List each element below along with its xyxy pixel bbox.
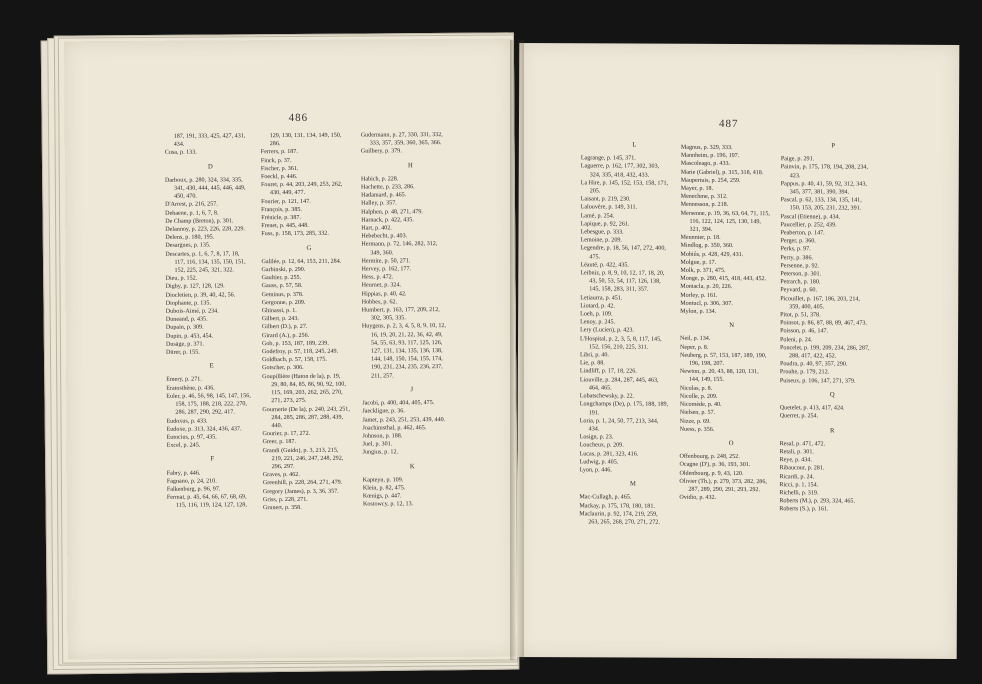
- index-entry: Gaultier, p. 255.: [261, 275, 302, 282]
- index-entry: Fourier, p. 121, 147.: [261, 198, 311, 205]
- index-entry: Frénicle, p. 387.: [261, 214, 301, 222]
- index-entry-continuation: 271, 273, 275.: [271, 398, 307, 405]
- index-entry: Fermat, p. 45, 64, 66, 67, 68, 69,: [166, 494, 247, 501]
- index-entry: Resal, p. 471, 472.: [779, 440, 826, 448]
- letter-heading: K: [409, 462, 416, 470]
- index-entry: Guilbery, p. 379.: [360, 148, 402, 155]
- index-entry: Lemoine, p. 209.: [580, 237, 622, 244]
- index-entry-continuation: 29, 80, 84, 85, 86, 90, 92, 100,: [271, 381, 346, 389]
- letter-heading: M: [629, 480, 637, 488]
- index-column: [361, 131, 463, 509]
- index-entry-continuation: 359, 400, 405.: [789, 304, 825, 311]
- index-entry: Darboux, p. 280, 324, 334, 335,: [164, 177, 243, 184]
- index-entry: Emery, p. 271.: [166, 377, 202, 384]
- index-entry-continuation: 43, 50, 53, 54, 117, 126, 138,: [589, 278, 661, 285]
- index-entry: Jamet, p. 243, 251, 253, 439, 440.: [362, 416, 446, 424]
- index-entry: Lie, p. 88.: [579, 360, 605, 367]
- book-gutter: [510, 40, 524, 660]
- index-entry: Desargues, p. 135.: [165, 242, 211, 250]
- index-entry: Fagnano, p. 24, 210.: [166, 478, 217, 485]
- index-entry-continuation: 440.: [271, 422, 283, 430]
- index-entry: Peyvard, p. 60.: [780, 287, 818, 294]
- index-entry: Diocletien, p. 39, 40, 42, 56.: [165, 291, 236, 299]
- index-entry-continuation: 286.: [269, 141, 281, 148]
- index-entry: Gergonne, p. 209.: [261, 299, 306, 307]
- index-entry-continuation: 321, 394.: [689, 226, 713, 233]
- index-entry: Perry, p. 386.: [780, 254, 814, 261]
- index-entry: Morley, p. 161.: [680, 292, 718, 299]
- index-entry: Gilbert (D.), p. 27.: [261, 324, 308, 331]
- index-entry: Jungius, p. 12.: [362, 449, 399, 456]
- index-entry: Peterson, p. 301.: [780, 271, 822, 278]
- letter-heading: F: [210, 455, 216, 463]
- index-entry: Lindliff, p. 17, 18, 226.: [579, 368, 637, 376]
- index-entry: Laguerre, p. 162, 177, 302, 303,: [580, 163, 660, 171]
- index-entry: Petrarch, p. 180.: [780, 279, 821, 286]
- index-entry: Kœnigs, p. 447.: [362, 493, 402, 500]
- index-entry: Garbinski, p. 290.: [261, 266, 306, 274]
- index-entry-continuation: 191.: [588, 409, 600, 416]
- index-entry: Ghinassi, p. 1.: [261, 308, 297, 315]
- index-entry: Puiseux, p. 106, 147, 271, 379.: [779, 377, 856, 385]
- index-entry: Cusa, p. 133.: [164, 149, 197, 157]
- index-entry: Poleni, p. 24.: [780, 336, 813, 343]
- index-entry: Letiaurra, p. 451.: [580, 294, 623, 302]
- index-entry: Eratosthène, p. 436.: [166, 385, 215, 392]
- index-entry-continuation: 211, 257.: [371, 373, 394, 380]
- letter-heading: J: [410, 386, 415, 394]
- index-entry: Magnus, p. 329, 333.: [680, 144, 733, 151]
- index-entry: François, p. 385.: [261, 206, 302, 214]
- index-entry-continuation: 430, 449, 477.: [270, 190, 306, 197]
- index-entry: Galilée, p. 12, 64, 153, 211, 284.: [261, 258, 342, 266]
- index-entry: Richelli, p. 319.: [779, 490, 819, 497]
- index-entry: Lobatschewsky, p. 22.: [579, 393, 635, 400]
- index-entry: Molgue, p. 17.: [680, 259, 717, 266]
- index-entry-continuation: 324, 335, 418, 432, 433.: [589, 171, 650, 179]
- index-entry: Liotard, p. 42.: [580, 303, 615, 310]
- index-entry-continuation: 152, 225, 245, 321, 322.: [174, 267, 234, 274]
- index-entry: Ocagne (D'), p. 36, 193, 301.: [679, 462, 751, 469]
- index-entry: Godefroy, p. 57, 118, 245, 249.: [262, 348, 339, 356]
- index-entry: Paucellier, p. 252, 439.: [780, 222, 837, 229]
- letter-heading: E: [209, 362, 215, 370]
- index-entry: Hermann, p. 72, 146, 282, 312,: [361, 241, 438, 248]
- index-entry: Griss, p. 228, 271.: [262, 496, 308, 503]
- index-entry-continuation: 129, 130, 131, 134, 149, 150,: [269, 132, 342, 140]
- index-entry: L'Hospital, p. 2, 3, 5, 8, 117, 145,: [580, 335, 662, 343]
- index-entry: Hermite, p. 50, 271.: [361, 258, 411, 265]
- page-number: 487: [718, 117, 739, 130]
- index-entry: Dürer, p. 155.: [166, 349, 200, 356]
- index-entry: Girard (A.), p. 256.: [261, 332, 310, 339]
- index-entry: Dieu, p. 152.: [165, 275, 198, 283]
- index-entry: Dehaene, p. 1, 6, 7, 8.: [165, 210, 219, 217]
- index-entry-continuation: 345, 377, 381, 390, 394.: [789, 189, 850, 196]
- index-entry: Neper, p. 8.: [680, 344, 709, 351]
- index-column: [779, 136, 887, 514]
- index-entry: Nuess, p. 356.: [679, 426, 715, 433]
- letter-heading: G: [306, 244, 313, 252]
- index-entry: Hobbes, p. 62.: [361, 299, 398, 306]
- letter-heading: O: [728, 439, 735, 447]
- index-entry: Mobiûs, p. 428, 429, 431.: [680, 251, 744, 258]
- index-entry: Gourier, p. 17, 272.: [262, 430, 311, 438]
- index-entry-continuation: 205.: [589, 188, 601, 195]
- index-entry: Grunert, p. 358.: [262, 504, 302, 512]
- index-entry-continuation: 190, 231, 234, 235, 236, 237,: [371, 364, 443, 371]
- index-entry: Halley, p. 357.: [361, 200, 397, 207]
- index-entry: Quetelet, p. 413, 417, 424.: [779, 405, 845, 412]
- letter-heading: N: [729, 322, 736, 330]
- index-entry: Perger, p. 360.: [780, 238, 816, 245]
- index-entry-continuation: 288, 417, 422, 452.: [788, 353, 837, 360]
- index-entry: Pascal (Etienne), p. 434.: [780, 213, 841, 221]
- letter-heading: H: [407, 161, 414, 169]
- index-entry: Harnack, p. 422, 435.: [361, 217, 414, 224]
- index-entry: Montacla, p. 20, 226.: [680, 284, 733, 291]
- index-entry: Grandi (Guido), p. 3, 213, 215,: [262, 447, 339, 454]
- index-entry: Mennesson, p. 218.: [680, 202, 729, 209]
- index-entry-continuation: 284, 285, 286, 287, 288, 439,: [271, 414, 344, 421]
- index-entry: Perks, p. 97.: [780, 246, 811, 253]
- index-entry-continuation: 152, 156, 210, 225, 311.: [589, 344, 649, 351]
- index-entry: Gauss, p. 57, 58.: [261, 283, 303, 290]
- index-entry: Laisant, p. 219, 230.: [580, 196, 631, 203]
- index-entry: Goupillière (Haton de la), p. 19,: [262, 373, 341, 380]
- index-entry: Gournerie (De la), p. 240, 243, 251,: [262, 406, 350, 413]
- index-column: [165, 132, 259, 510]
- index-entry-continuation: 117, 116, 134, 135, 150, 151,: [174, 259, 246, 266]
- index-entry: Libri, p. 40.: [579, 352, 609, 359]
- index-entry: Diophante, p. 135.: [165, 300, 211, 307]
- index-entry: Mersenne, p. 19, 36, 63, 64, 71, 115,: [680, 210, 770, 217]
- index-entry-continuation: 145, 158, 283, 311, 357.: [589, 286, 649, 294]
- index-entry: Lapique, p. 92, 261.: [580, 221, 630, 228]
- index-entry-continuation: 16, 19, 20, 21, 22, 36, 42, 49,: [370, 331, 443, 339]
- index-entry: Newton, p. 20, 43, 88, 120, 131,: [679, 369, 759, 376]
- index-entry: Legendre, p. 18, 56, 147, 272, 400,: [580, 245, 666, 253]
- index-entry: Eudoxus, p. 433.: [166, 418, 208, 425]
- index-entry-continuation: 115, 116, 119, 124, 127, 128,: [175, 502, 247, 510]
- index-entry: Hadamard, p. 465.: [361, 192, 407, 199]
- index-entry: Humbert, p. 163, 177, 209, 212,: [361, 307, 440, 314]
- index-entry: Paige, p. 291.: [780, 156, 815, 163]
- index-entry: Greer, p. 187.: [262, 439, 297, 446]
- index-entry: Molk, p. 371, 475.: [680, 267, 726, 274]
- index-entry: Ludwig, p. 405.: [579, 459, 619, 466]
- index-entry: Mindlog, p. 350, 360.: [680, 243, 734, 250]
- index-column: [261, 132, 359, 513]
- index-entry: Poinsot, p. 86, 87, 88, 89, 467, 473.: [780, 320, 867, 327]
- index-entry: Nielsen, p. 57.: [679, 410, 716, 417]
- index-entry: Hervey, p. 162, 177.: [361, 266, 412, 273]
- index-entry: Eudoxe, p. 313, 324, 436, 437.: [166, 426, 242, 433]
- index-entry-continuation: 187, 191, 333, 425, 427, 431,: [173, 133, 246, 140]
- index-entry: Longchamps (De), p. 175, 188, 189,: [579, 401, 669, 408]
- index-entry-continuation: 341, 430, 444, 445, 446, 449,: [174, 185, 246, 192]
- index-entry: Eutocius, p. 97, 435.: [166, 434, 217, 441]
- index-entry: Roberts (M.), p. 293, 324, 465.: [779, 498, 856, 505]
- page-number: 486: [288, 111, 309, 125]
- index-entry-continuation: 263, 265, 268, 270, 271, 272.: [588, 519, 660, 526]
- index-entry: Lenoy, p. 245.: [580, 319, 616, 326]
- index-entry: Poudra, p. 40, 97, 357, 290.: [779, 361, 848, 368]
- index-entry: Oldenbourg, p. 9, 43, 120.: [679, 470, 744, 477]
- letter-heading: R: [829, 426, 836, 434]
- left-page: [64, 39, 516, 660]
- index-entry-continuation: 286, 287, 290, 292, 417.: [175, 409, 235, 416]
- index-entry: Mackay, p. 175, 178, 180, 181.: [579, 502, 655, 510]
- index-entry: Gob, p. 153, 187, 189, 239.: [261, 340, 329, 348]
- index-entry: Hebebecht, p. 403.: [361, 233, 408, 240]
- index-entry: Ricci, p. 1, 154.: [779, 481, 819, 489]
- index-entry: Lagrange, p. 145, 371.: [580, 155, 636, 162]
- index-entry: Loeh, p. 109.: [580, 311, 613, 318]
- index-entry: Ribaucour, p. 281.: [779, 465, 825, 472]
- index-entry: Duneand, p. 435.: [165, 316, 208, 324]
- index-entry: Maupertuis, p. 254, 259.: [680, 177, 741, 184]
- index-entry: Fabry, p. 446.: [166, 470, 201, 477]
- index-entry: Klein, p. 82, 475.: [362, 485, 406, 492]
- index-entry: Habich, p. 228.: [360, 176, 399, 183]
- index-entry: Maclaurin, p. 92, 174, 219, 259,: [579, 511, 658, 518]
- index-entry: Heurnet, p. 324.: [361, 282, 402, 290]
- index-entry: Picouillet, p. 167, 186, 203, 214,: [780, 295, 860, 303]
- index-entry: Delannoy, p. 223, 226, 228, 229.: [165, 226, 245, 233]
- index-entry: Querret, p. 254.: [779, 413, 819, 420]
- index-entry: De Champ (Breton), p. 301.: [165, 218, 234, 225]
- index-entry-continuation: 127, 131, 134, 135, 136, 138,: [370, 348, 443, 355]
- index-entry: Foeckl, p. 446.: [260, 173, 298, 181]
- index-entry: Liouville, p. 284, 287, 445, 463,: [579, 376, 659, 384]
- index-entry: Lery (Lucien), p. 423.: [580, 327, 634, 335]
- index-entry: Gotscher, p. 306.: [262, 365, 304, 372]
- index-entry: Peaberton, p. 147.: [780, 230, 825, 237]
- index-entry: Nicomède, p. 40.: [679, 401, 722, 409]
- index-entry: Retali, p. 301.: [779, 449, 814, 456]
- index-entry: Lyon, p. 446.: [579, 467, 612, 474]
- index-entry: Lucas, p. 281, 323, 416.: [579, 450, 639, 458]
- index-entry: Poncelet, p. 199, 209, 234, 286, 287,: [780, 345, 870, 352]
- index-entry-continuation: 349, 360.: [370, 250, 394, 257]
- index-entry: Pappus, p. 40, 41, 59, 92, 312, 343,: [780, 180, 867, 188]
- index-entry: Fouret, p. 44, 203, 249, 253, 262,: [260, 181, 343, 189]
- index-column: [579, 135, 689, 527]
- letter-heading: P: [831, 142, 837, 150]
- index-entry: Gudermann, p. 27, 330, 331, 332,: [360, 132, 443, 139]
- index-entry-continuation: 144, 149, 155.: [688, 377, 724, 384]
- index-entry: Hart, p. 402.: [361, 225, 392, 232]
- letter-heading: L: [632, 141, 638, 149]
- index-entry: Kostowcy, p. 12, 13.: [362, 501, 414, 508]
- index-entry: Dupin, p. 453, 454.: [165, 333, 214, 340]
- index-entry: Nicolas, p. 8.: [679, 385, 713, 392]
- index-entry: Marie (Gabriel), p. 315, 318, 418.: [680, 169, 764, 176]
- index-entry: D'Arrest, p. 216, 257.: [165, 201, 218, 209]
- index-entry: Jacobi, p. 400, 404, 405, 475.: [362, 400, 435, 407]
- index-entry: Halphen, p. 48, 271, 479.: [361, 208, 423, 216]
- index-entry-continuation: 450, 470.: [174, 193, 197, 200]
- index-entry-continuation: 296, 297.: [271, 463, 295, 471]
- index-entry: Pitot, p. 51, 378.: [780, 312, 821, 319]
- index-entry: Gregory (James), p. 3, 36, 357.: [262, 488, 339, 495]
- index-entry: Mayer, p. 18.: [680, 185, 714, 192]
- index-entry-continuation: 434.: [173, 141, 185, 148]
- index-entry: Delens, p. 180, 195.: [165, 234, 215, 241]
- index-entry: Juel, p. 301.: [362, 441, 393, 448]
- index-entry: Geminus, p. 378.: [261, 291, 304, 298]
- index-entry: Kapteyn, p. 109.: [362, 477, 404, 484]
- index-entry: Hachette, p. 233, 286.: [360, 184, 415, 191]
- index-entry-continuation: 150, 153, 205, 231, 232, 391.: [789, 205, 862, 212]
- index-entry: Dupain, p. 309.: [165, 324, 204, 332]
- index-entry: Greenhill, p. 228, 264, 271, 479.: [262, 480, 343, 487]
- index-entry: Reye, p. 434.: [779, 457, 812, 464]
- index-entry: Mannheim, p. 196, 197.: [680, 152, 740, 160]
- index-entry-continuation: 287, 289, 290, 291, 293, 292.: [688, 486, 761, 494]
- index-entry: Montucl, p. 306, 307.: [680, 300, 733, 307]
- index-entry: Neuberg, p. 57, 153, 187, 189, 190,: [679, 352, 767, 359]
- index-entry-continuation: 158, 175, 188, 218, 222, 270,: [175, 401, 247, 408]
- index-entry: Hippias, p. 40, 42.: [361, 290, 407, 298]
- index-entry-continuation: 144, 148, 150, 154, 155, 174,: [371, 356, 443, 363]
- index-entry: Goldbach, p. 57, 158, 175.: [262, 357, 327, 364]
- index-entry: Finck, p. 37.: [260, 157, 292, 164]
- index-entry: Joachimsthal, p. 462, 465.: [362, 424, 427, 432]
- index-entry: Loria, p. 1, 24, 50, 77, 213, 344,: [579, 418, 659, 425]
- index-entry: Mac-Cullagh, p. 465.: [579, 494, 632, 501]
- index-entry: Lalouvère, p. 149, 311.: [580, 204, 638, 211]
- index-entry: Painvin, p. 175, 178, 194, 208, 234,: [780, 164, 869, 171]
- index-entry: Fischer, p. 361.: [260, 165, 299, 172]
- index-entry-continuation: 196, 198, 207.: [688, 360, 725, 368]
- index-entry: Ovidio, p. 432.: [679, 494, 717, 502]
- index-entry: Loucheux, p. 209.: [579, 442, 624, 449]
- index-entry: Meunnier, p. 18.: [680, 234, 721, 242]
- index-entry: Euler, p. 46, 56, 98, 145, 147, 156,: [166, 393, 251, 400]
- index-entry-continuation: 302, 305, 335.: [370, 315, 406, 322]
- index-entry: Hess, p. 472.: [361, 274, 394, 281]
- index-entry: Prouhe, p. 179, 212.: [779, 369, 830, 376]
- index-column: [679, 144, 785, 503]
- index-entry: Persenne, p. 92.: [780, 263, 820, 270]
- index-entry: Ferrers, p. 187.: [260, 149, 298, 156]
- index-entry: Excel, p. 245.: [166, 442, 201, 449]
- index-entry: La Hire, p. 145, 152, 153, 158, 171,: [580, 180, 669, 187]
- index-entry: Pascal, p. 62, 133, 134, 135, 141,: [780, 197, 862, 204]
- index-entry: Menechme, p. 312.: [680, 193, 728, 201]
- index-entry: Johnson, p. 188.: [362, 433, 403, 440]
- index-entry-continuation: 423.: [789, 172, 801, 179]
- letter-heading: Q: [829, 391, 836, 399]
- index-entry: Offenbourg, p. 248, 252.: [679, 453, 740, 461]
- index-entry-continuation: 475.: [589, 253, 601, 261]
- index-entry: Losign, p. 23.: [579, 434, 614, 441]
- index-entry: Léauté, p. 422, 435.: [580, 262, 629, 269]
- index-entry: Neil, p. 134.: [680, 336, 711, 343]
- index-entry: Poisson, p. 46, 147.: [780, 328, 829, 335]
- index-entry: Descartes, p. 1, 6, 7, 8, 17, 18,: [165, 250, 240, 258]
- index-entry: Gilbert, p. 243.: [261, 316, 299, 323]
- index-entry: Monge, p. 280, 415, 418, 443, 452.: [680, 275, 767, 283]
- index-entry-continuation: 116, 122, 124, 125, 130, 149,: [689, 218, 761, 225]
- index-entry-continuation: 464, 465.: [588, 385, 612, 392]
- index-entry-continuation: 434.: [588, 426, 600, 433]
- index-entry: Dusäge, p. 371.: [165, 341, 205, 348]
- letter-heading: D: [207, 163, 214, 171]
- index-entry: Fuss, p. 158, 173, 285, 332.: [261, 231, 329, 238]
- index-entry: Falkenburg, p. 96, 97.: [166, 486, 221, 493]
- index-entry: Roberts (S.), p. 161.: [779, 506, 829, 513]
- index-entry: Frenet, p. 445, 448.: [261, 223, 309, 230]
- right-page: [517, 43, 960, 659]
- index-entry: Nizze, p. 69.: [679, 418, 711, 425]
- index-entry-continuation: 219, 221, 246, 247, 248, 292,: [271, 455, 344, 462]
- index-entry-continuation: 115, 169, 203, 262, 265, 270,: [271, 389, 343, 397]
- index-entry: Leibniz, p. 8, 9, 10, 12, 17, 18, 20,: [580, 270, 665, 277]
- index-entry: Mylon, p. 134.: [680, 308, 717, 315]
- index-entry: Ricardi, p. 24.: [779, 473, 815, 480]
- index-entry: Olivier (Th.), p. 279, 373, 282, 286,: [679, 478, 767, 485]
- index-entry: Jaeckligue, p. 36.: [362, 408, 405, 415]
- index-entry: Huygens, p. 2, 3, 4, 5, 8, 9, 10, 12,: [361, 323, 447, 331]
- index-entry-continuation: 54, 55, 63, 93, 117, 125, 126,: [370, 339, 443, 347]
- index-entry: Lebesgue, p. 333.: [580, 229, 624, 236]
- index-entry: Lamé, p. 254.: [580, 212, 615, 220]
- index-entry: Dubois-Aimé, p. 234.: [165, 308, 219, 315]
- index-entry: Mascoleago, p. 433.: [680, 161, 731, 168]
- index-entry-continuation: 333, 357, 359, 360, 365, 366.: [369, 140, 442, 147]
- index-entry: Graves, p. 462.: [262, 472, 300, 479]
- index-entry: Nicolle, p. 209.: [679, 393, 718, 400]
- index-entry: Digby, p. 127, 128, 129.: [165, 283, 225, 291]
